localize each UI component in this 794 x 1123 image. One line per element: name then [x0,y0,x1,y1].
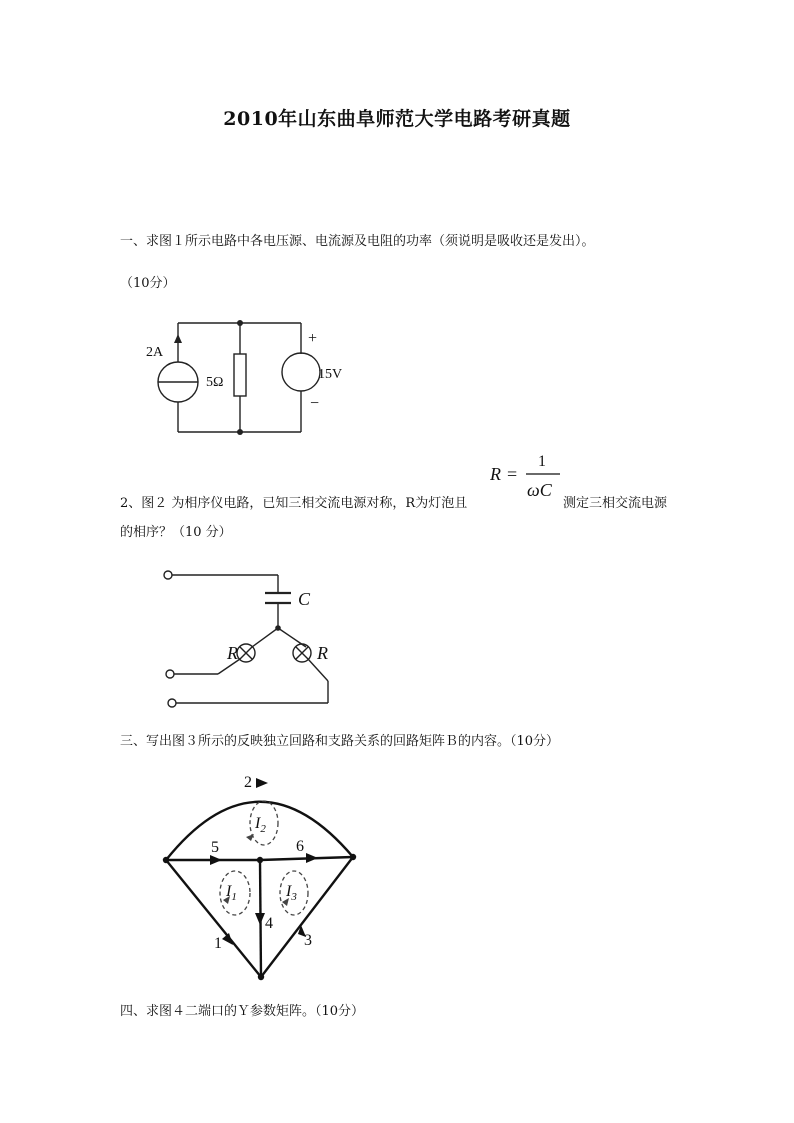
node-dot [350,854,356,860]
loop-label-1: $I_1$ [226,883,237,903]
figure-3-graph [118,765,418,985]
formula-numerator: 1 [538,453,546,470]
arrow-branch-4 [255,913,265,925]
junction-dot [237,429,243,435]
page-title: 2010年山东曲阜师范大学电路考研真题 [223,108,571,130]
voltage-source-symbol [282,353,320,391]
formula-r-equals [490,452,564,502]
arrow-branch-6 [306,853,318,863]
branch-label-6: 6 [296,838,304,855]
resistor-label: 5Ω [206,375,224,390]
node-dot [257,857,263,863]
question-2-text-line2: 的相序？（10 分） [120,525,232,540]
question-4-text: 四、求图４二端口的Ｙ参数矩阵。（10分） [120,1004,365,1019]
branch-1 [166,860,261,977]
current-direction-arrow [174,334,182,343]
formula-eq: = [507,464,518,484]
branch-label-4: 4 [265,915,273,932]
question-3-text: 三、写出图３所示的反映独立回路和支路关系的回路矩阵Ｂ的内容。（10分） [120,734,560,749]
question-1-score: （10分） [120,276,176,291]
junction-dot [237,320,243,326]
branch-label-3: 3 [304,932,312,949]
resistor-symbol [234,354,246,396]
current-source-label: 2A [146,345,164,360]
minus-label: − [310,395,320,412]
formula-denominator: ωC [527,480,552,500]
lamp-right-label: R [317,643,328,663]
branch-label-1: 1 [214,935,222,952]
terminal-c [168,699,176,707]
loop-label-3: $I_3$ [286,883,297,903]
question-2-text-after: 测定三相交流电源 [563,496,668,511]
loop-label-2: $I_2$ [255,815,266,835]
formula-lhs: R [490,464,501,484]
capacitor-label: C [298,589,311,609]
branch-3 [261,857,353,977]
node-dot [258,974,264,980]
branch-label-2: 2 [244,774,252,791]
lamp-left-label: R [227,643,238,663]
branch-label-5: 5 [211,839,219,856]
figure-2-phase-sequence-circuit [118,555,408,720]
neutral-point-dot [275,625,281,631]
node-dot [163,857,169,863]
arrow-branch-5 [210,855,222,865]
terminal-b [166,670,174,678]
arrow-branch-2 [256,778,268,788]
figure-1-circuit [118,310,378,445]
terminal-a [164,571,172,579]
plus-label: + [308,330,318,347]
question-1-text: 一、求图１所示电路中各电压源、电流源及电阻的功率（须说明是吸收还是发出）。 [120,234,595,249]
question-2-text-before: 2、图２ 为相序仪电路，已知三相交流电源对称，R为灯泡且 [120,496,468,511]
voltage-source-label: 15V [318,367,343,382]
